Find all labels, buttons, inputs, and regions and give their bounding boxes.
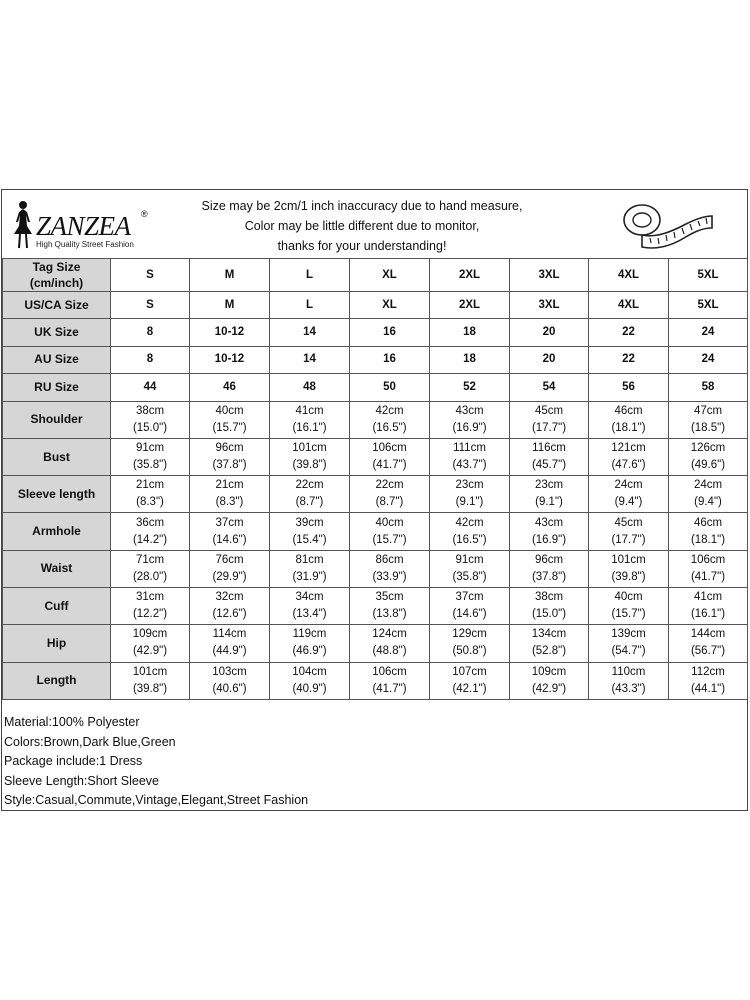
measurement-cell (111, 588, 190, 625)
size-cell: XL (350, 292, 430, 319)
package-text: Package include:1 Dress (4, 754, 143, 769)
cm-value: 76cm (215, 553, 244, 566)
inch-value: (42.9") (132, 645, 168, 658)
measurement-cell (510, 401, 589, 438)
size-cell: 14 (270, 319, 350, 346)
size-cell: 56 (589, 374, 669, 401)
cm-value: 103cm (212, 665, 247, 678)
cm-value: 121cm (611, 442, 646, 454)
inch-value: (14.6") (452, 608, 487, 621)
inch-value: (49.6") (690, 459, 726, 471)
cm-value: 41cm (693, 591, 723, 604)
size-cell: S (111, 259, 190, 292)
size-cell: 3XL (510, 292, 589, 319)
measurement-cell (111, 401, 190, 438)
measurement-cell (190, 588, 270, 625)
inch-value: (8.3") (215, 496, 244, 509)
inch-value: (31.9") (292, 570, 327, 583)
measurement-cell (589, 625, 669, 662)
inch-value: (41.7") (372, 682, 407, 695)
inch-value: (8.7") (375, 496, 404, 509)
measurement-cell (190, 476, 270, 513)
measurement-cell (350, 588, 430, 625)
size-cell: M (190, 292, 270, 319)
inch-value: (54.7") (611, 645, 646, 658)
size-cell: 10-12 (190, 346, 270, 373)
row-label: RU Size (3, 374, 111, 401)
size-chart-header (2, 190, 747, 259)
cm-value: 42cm (455, 516, 484, 529)
cm-value: 37cm (455, 591, 484, 604)
notice-line: Color may be little different due to monitor, (244, 219, 480, 233)
measurement-cell (270, 625, 350, 662)
fashion-model-silhouette-icon (10, 200, 36, 250)
inch-value: (16.1") (292, 421, 327, 434)
cm-value: 91cm (455, 553, 484, 566)
size-cell: L (270, 259, 350, 292)
measurement-cell (190, 550, 270, 587)
cm-value: 38cm (534, 591, 564, 604)
inch-value: (9.1") (535, 496, 563, 509)
cm-value: 104cm (292, 665, 327, 678)
cm-value: 21cm (215, 479, 244, 492)
measurement-cell (111, 438, 190, 475)
cm-value: 110cm (611, 665, 646, 678)
inch-value: (8.3") (136, 496, 164, 509)
inch-value: (56.7") (690, 645, 726, 658)
registered-mark: ® (141, 209, 148, 219)
notice-line: thanks for your understanding! (277, 239, 447, 253)
measurement-cell (669, 476, 748, 513)
measurement-cell (669, 550, 748, 587)
cm-value: 47cm (693, 404, 723, 417)
size-cell: 4XL (589, 292, 669, 319)
measurement-cell (430, 513, 510, 550)
inch-value: (39.8") (611, 570, 646, 583)
cm-value: 23cm (534, 479, 564, 492)
cm-value: 41cm (295, 404, 324, 417)
measurement-cell (510, 513, 589, 550)
cm-value: 37cm (215, 516, 244, 529)
cm-value: 24cm (693, 479, 723, 492)
size-cell: 16 (350, 346, 430, 373)
row-label: Shoulder (3, 401, 111, 438)
inch-value: (40.6") (212, 682, 247, 695)
size-cell: 22 (589, 319, 669, 346)
measurement-cell (589, 476, 669, 513)
measurement-cell (270, 662, 350, 699)
cm-value: 31cm (135, 591, 165, 604)
row-label: Hip (3, 625, 111, 662)
brand-logo (8, 196, 158, 252)
table-row (3, 662, 748, 699)
table-row (3, 550, 748, 587)
cm-value: 106cm (690, 553, 726, 566)
cm-value: 106cm (372, 442, 407, 454)
inch-value: (13.4") (292, 608, 327, 621)
table-row (3, 625, 748, 662)
size-cell: 4XL (589, 259, 669, 292)
measurement-cell (350, 401, 430, 438)
product-info (4, 713, 308, 811)
brand-tagline: High Quality Street Fashion (36, 240, 134, 249)
measurement-cell (669, 625, 748, 662)
inch-value: (8.7") (295, 496, 324, 509)
inch-value: (14.2") (132, 533, 168, 546)
inch-value: (41.7") (372, 459, 407, 471)
cm-value: 34cm (295, 591, 324, 604)
size-cell: 20 (510, 346, 589, 373)
inch-value: (15.0") (132, 421, 168, 434)
measurement-cell (589, 513, 669, 550)
notice-line: Size may be 2cm/1 inch inaccuracy due to hand measure, (201, 199, 523, 213)
measurement-cell (510, 438, 589, 475)
measurement-cell (589, 401, 669, 438)
measurement-cell (111, 513, 190, 550)
size-cell: 2XL (430, 292, 510, 319)
inch-value: (43.3") (611, 682, 646, 695)
row-label (3, 259, 111, 292)
table-row (3, 259, 748, 292)
style-text: Style:Casual,Commute,Vintage,Elegant,Street Fashion (4, 793, 309, 808)
inch-value: (37.8") (531, 570, 567, 583)
measurement-cell (669, 588, 748, 625)
inch-value: (16.5") (452, 533, 487, 546)
measurement-cell (111, 662, 190, 699)
measurement-cell (270, 438, 350, 475)
cm-value: 129cm (452, 628, 487, 641)
size-cell: 14 (270, 346, 350, 373)
row-label: Length (3, 662, 111, 699)
inch-value: (16.9") (452, 421, 487, 434)
inch-value: (17.7") (611, 533, 646, 546)
inch-value: (44.1") (690, 682, 726, 695)
inch-value: (43.7") (452, 459, 487, 471)
cm-value: 40cm (375, 516, 404, 529)
inch-value: (15.7") (611, 608, 646, 621)
size-cell: 44 (111, 374, 190, 401)
inch-value: (37.8") (212, 459, 247, 471)
inch-value: (42.9") (531, 682, 567, 695)
cm-value: 86cm (375, 553, 404, 566)
inch-value: (39.8") (292, 459, 327, 471)
measurement-cell (350, 513, 430, 550)
cm-value: 21cm (135, 479, 165, 492)
cm-value: 109cm (531, 665, 567, 678)
size-cell: M (190, 259, 270, 292)
table-row (3, 319, 748, 346)
cm-value: 134cm (531, 628, 567, 641)
cm-value: 71cm (135, 553, 165, 566)
inch-value: (46.9") (292, 645, 327, 658)
table-row (3, 401, 748, 438)
inch-value: (14.6") (212, 533, 247, 546)
size-cell: S (111, 292, 190, 319)
sleeve-length-text: Sleeve Length:Short Sleeve (4, 773, 159, 788)
cm-value: 45cm (534, 404, 564, 417)
size-cell: 3XL (510, 259, 589, 292)
size-cell: 52 (430, 374, 510, 401)
measurement-cell (430, 438, 510, 475)
cm-value: 45cm (614, 516, 643, 529)
measurement-cell (669, 401, 748, 438)
colors-text: Colors:Brown,Dark Blue,Green (4, 734, 176, 749)
inch-value: (16.5") (372, 421, 407, 434)
inch-value: (16.1") (690, 608, 726, 621)
cm-value: 23cm (455, 479, 484, 492)
measurement-cell (510, 662, 589, 699)
cm-value: 24cm (614, 479, 643, 492)
measurement-cell (190, 662, 270, 699)
measurement-cell (190, 625, 270, 662)
inch-value: (48.8") (372, 645, 407, 658)
measurement-cell (350, 438, 430, 475)
measurement-cell (589, 550, 669, 587)
cm-value: 40cm (215, 404, 244, 417)
cm-value: 81cm (295, 553, 324, 566)
inch-value: (28.0") (132, 570, 168, 583)
cm-value: 46cm (693, 516, 723, 529)
inch-value: (44.9") (212, 645, 247, 658)
size-cell: XL (350, 259, 430, 292)
inch-value: (42.1") (452, 682, 487, 695)
size-cell: 24 (669, 319, 748, 346)
inch-value: (9.4") (694, 496, 722, 509)
size-cell: 24 (669, 346, 748, 373)
measurement-cell (510, 476, 589, 513)
measurement-cell (111, 476, 190, 513)
measurement-cell (190, 438, 270, 475)
row-label: Armhole (3, 513, 111, 550)
measurement-cell (430, 662, 510, 699)
cm-value: 126cm (690, 442, 726, 454)
size-cell: 22 (589, 346, 669, 373)
inch-value: (12.2") (132, 608, 168, 621)
table-row (3, 438, 748, 475)
row-label: Bust (3, 438, 111, 475)
cm-value: 139cm (611, 628, 646, 641)
inch-value: (33.9") (372, 570, 407, 583)
measurement-cell (430, 550, 510, 587)
cm-value: 96cm (534, 553, 564, 566)
size-cell: 20 (510, 319, 589, 346)
measurement-cell (430, 401, 510, 438)
inch-value: (9.4") (614, 496, 643, 509)
measurement-cell (270, 476, 350, 513)
row-label: Waist (3, 550, 111, 587)
cm-value: 101cm (292, 442, 327, 454)
cm-value: 114cm (212, 628, 247, 641)
measurement-cell (589, 438, 669, 475)
table-row (3, 374, 748, 401)
cm-value: 112cm (691, 665, 725, 678)
cm-value: 35cm (375, 591, 404, 604)
measurement-cell (669, 438, 748, 475)
measurement-cell (510, 550, 589, 587)
size-cell: 2XL (430, 259, 510, 292)
size-cell: 46 (190, 374, 270, 401)
inch-value: (13.8") (372, 608, 407, 621)
inch-value: (15.7") (212, 421, 247, 434)
measurement-cell (270, 401, 350, 438)
cm-value: 101cm (132, 665, 168, 678)
size-chart-sheet (1, 189, 748, 811)
size-cell: 5XL (669, 292, 748, 319)
material-text: Material:100% Polyester (4, 715, 140, 729)
cm-value: 43cm (534, 516, 564, 529)
inch-value: (47.6") (611, 459, 646, 471)
measurement-notice (177, 196, 547, 256)
measurement-cell (510, 625, 589, 662)
measurement-cell (350, 625, 430, 662)
cm-value: 36cm (135, 516, 165, 529)
size-cell: 10-12 (190, 319, 270, 346)
inch-value: (52.8") (531, 645, 567, 658)
size-cell: L (270, 292, 350, 319)
inch-value: (15.0") (531, 608, 567, 621)
inch-value: (18.1") (690, 533, 726, 546)
cm-value: 119cm (292, 628, 327, 641)
inch-value: (35.8") (452, 570, 487, 583)
inch-value: (35.8") (132, 459, 168, 471)
inch-value: (41.7") (690, 570, 726, 583)
inch-value: (12.6") (212, 608, 247, 621)
inch-value: (16.9") (531, 533, 567, 546)
row-label: Sleeve length (3, 476, 111, 513)
size-cell: 18 (430, 346, 510, 373)
inch-value: (50.8") (452, 645, 487, 658)
inch-value: (29.9") (212, 570, 247, 583)
unit-label: (cm/inch) (29, 276, 84, 290)
measurement-cell (430, 476, 510, 513)
cm-value: 46cm (614, 404, 643, 417)
inch-value: (9.1") (455, 496, 484, 509)
row-label: Cuff (3, 588, 111, 625)
size-cell: 18 (430, 319, 510, 346)
measurement-cell (589, 662, 669, 699)
measurement-cell (350, 550, 430, 587)
measuring-tape-icon (616, 194, 716, 254)
cm-value: 38cm (135, 404, 165, 417)
measurement-cell (190, 401, 270, 438)
measurement-cell (270, 513, 350, 550)
measurement-cell (430, 588, 510, 625)
cm-value: 101cm (611, 553, 646, 566)
cm-value: 32cm (215, 591, 244, 604)
table-row (3, 588, 748, 625)
cm-value: 109cm (132, 628, 168, 641)
row-label: UK Size (3, 319, 111, 346)
table-row (3, 292, 748, 319)
inch-value: (18.1") (611, 421, 646, 434)
size-cell: 5XL (669, 259, 748, 292)
measurement-cell (111, 625, 190, 662)
table-row (3, 513, 748, 550)
inch-value: (15.7") (372, 533, 407, 546)
inch-value: (17.7") (531, 421, 567, 434)
size-cell: 16 (350, 319, 430, 346)
cm-value: 40cm (614, 591, 643, 604)
size-cell: 58 (669, 374, 748, 401)
row-label: US/CA Size (3, 292, 111, 319)
tag-size-label: Tag Size (32, 260, 81, 274)
measurement-cell (350, 662, 430, 699)
cm-value: 107cm (452, 665, 487, 678)
measurement-cell (270, 550, 350, 587)
measurement-cell (510, 588, 589, 625)
inch-value: (39.8") (132, 682, 168, 695)
measurement-cell (669, 662, 748, 699)
cm-value: 124cm (372, 628, 407, 641)
measurement-cell (350, 476, 430, 513)
inch-value: (40.9") (292, 682, 327, 695)
cm-value: 22cm (295, 479, 324, 492)
cm-value: 106cm (372, 665, 407, 678)
size-cell: 50 (350, 374, 430, 401)
table-row (3, 476, 748, 513)
size-table (2, 258, 748, 700)
cm-value: 111cm (453, 442, 486, 454)
measurement-cell (669, 513, 748, 550)
measurement-cell (111, 550, 190, 587)
brand-name: ZANZEA (36, 211, 131, 241)
cm-value: 39cm (295, 516, 324, 529)
cm-value: 43cm (455, 404, 484, 417)
measurement-cell (430, 625, 510, 662)
size-cell: 54 (510, 374, 589, 401)
cm-value: 96cm (215, 442, 244, 454)
size-cell: 8 (111, 346, 190, 373)
cm-value: 42cm (375, 404, 404, 417)
cm-value: 144cm (690, 628, 726, 641)
cm-value: 116cm (532, 442, 566, 454)
table-row (3, 346, 748, 373)
measurement-cell (589, 588, 669, 625)
measurement-cell (190, 513, 270, 550)
inch-value: (18.5") (690, 421, 726, 434)
row-label: AU Size (3, 346, 111, 373)
size-cell: 48 (270, 374, 350, 401)
measurement-cell (270, 588, 350, 625)
cm-value: 22cm (375, 479, 404, 492)
inch-value: (45.7") (531, 459, 567, 471)
size-cell: 8 (111, 319, 190, 346)
cm-value: 91cm (135, 442, 165, 454)
inch-value: (15.4") (292, 533, 327, 546)
